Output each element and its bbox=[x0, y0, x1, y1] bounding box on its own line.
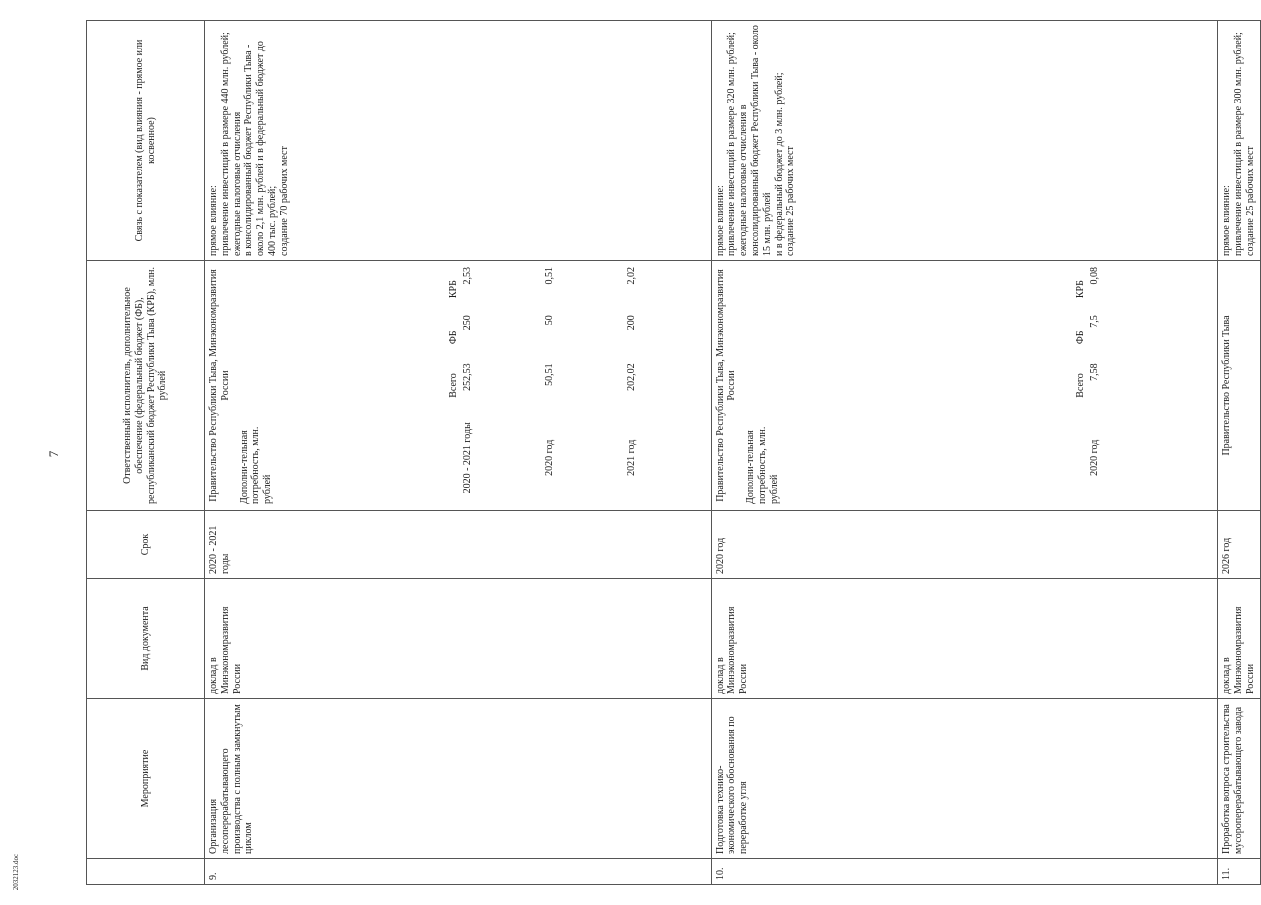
fin-header: Дополни-тельная потребность, млн. рублей bbox=[238, 426, 274, 504]
table-row bbox=[205, 21, 712, 885]
fin-period: 2020 - 2021 годы bbox=[461, 422, 473, 494]
link-line: создание 70 рабочих мест bbox=[278, 146, 290, 256]
row-measure: Подготовка технико-экономического обоснования по переработке угля bbox=[711, 699, 1218, 859]
fin-value: 7,58 bbox=[1088, 363, 1100, 381]
financing-table bbox=[238, 265, 708, 506]
link-line: создание 25 рабочих мест bbox=[1244, 146, 1256, 256]
table-row bbox=[711, 21, 1218, 885]
link-line: привлечение инвестиций в размере 440 млн. рублей; bbox=[219, 32, 231, 256]
link-line: прямое влияние: bbox=[1221, 185, 1233, 256]
table-row bbox=[1218, 21, 1260, 885]
fin-value: 50,51 bbox=[543, 363, 555, 386]
fin-header: КРБ bbox=[1074, 280, 1086, 299]
fin-value: 200 bbox=[626, 315, 638, 331]
fin-value: 50 bbox=[543, 315, 555, 326]
row-link-cell bbox=[205, 21, 712, 261]
row-doc-type: доклад в Минэкономразвития России bbox=[711, 579, 1218, 699]
fin-period: 2021 год bbox=[626, 439, 638, 476]
row-number: 9. bbox=[205, 859, 712, 885]
row-term: 2026 год bbox=[1218, 511, 1260, 579]
fin-value: 2,53 bbox=[461, 267, 473, 285]
link-line: и в федеральный бюджет до 3 млн. рублей; bbox=[773, 72, 785, 256]
row-executor-cell bbox=[711, 261, 1218, 511]
header-link: Связь с показателем (вид влияния - прямое или косвенное) bbox=[87, 21, 205, 261]
header-term: Срок bbox=[87, 511, 205, 579]
row-executor: Правительство Республики Тыва, Минэкономразвития России bbox=[714, 269, 738, 502]
row-doc-type: доклад в Минэкономразвития России bbox=[1218, 579, 1260, 699]
link-line: прямое влияние: bbox=[208, 185, 219, 256]
header-number bbox=[87, 859, 205, 885]
page-number: 7 bbox=[46, 450, 61, 458]
row-executor-cell bbox=[205, 261, 712, 511]
fin-value: 0,51 bbox=[543, 267, 555, 285]
row-link-cell bbox=[1218, 21, 1260, 261]
row-term: 2020 год bbox=[711, 511, 1218, 579]
row-term: 2020 - 2021 годы bbox=[205, 511, 712, 579]
fin-value: 252,53 bbox=[461, 363, 473, 391]
fin-header: Всего bbox=[1074, 373, 1086, 398]
fin-header: ФБ bbox=[447, 330, 459, 345]
row-executor: Правительство Республики Тыва bbox=[1221, 315, 1233, 456]
fin-value: 2,02 bbox=[626, 267, 638, 285]
link-line: создание 25 рабочих мест bbox=[785, 146, 797, 256]
link-line: ежегодные налоговые отчисления в консолидированный бюджет Республики Тыва - около 15 млн. рублей bbox=[738, 25, 773, 256]
header-doc-type: Вид документа bbox=[87, 579, 205, 699]
fin-value: 202,02 bbox=[626, 363, 638, 391]
header-executor: Ответственный исполнитель, дополнительное обеспечение (федеральный бюджет (ФБ), республиканский бюджет Республики Тыва (КРБ), млн. рублей bbox=[87, 261, 205, 511]
link-line: привлечение инвестиций в размере 300 млн. рублей; bbox=[1232, 32, 1244, 256]
row-measure: Организация лесоперерабатывающего производства с полным замкнутым циклом bbox=[205, 699, 712, 859]
financing-table bbox=[744, 265, 1214, 506]
row-measure: Проработка вопроса строительства мусороперерабатывающего завода bbox=[1218, 699, 1260, 859]
fin-header: Всего bbox=[447, 373, 459, 398]
fin-header: Дополни-тельная потребность, млн. рублей bbox=[745, 426, 780, 504]
row-executor: Правительство Республики Тыва, Минэкономразвития России bbox=[208, 269, 231, 502]
rotated-table-container bbox=[86, 21, 1256, 885]
link-line: привлечение инвестиций в размере 320 млн. рублей; bbox=[726, 32, 738, 256]
fin-value: 250 bbox=[461, 315, 473, 331]
header-measure: Мероприятие bbox=[87, 699, 205, 859]
fin-header: КРБ bbox=[447, 280, 459, 299]
measures-table bbox=[86, 20, 1261, 885]
fin-header: ФБ bbox=[1074, 330, 1086, 345]
fin-period: 2020 год bbox=[543, 439, 555, 476]
fin-period: 2020 год bbox=[1088, 439, 1100, 476]
row-doc-type: доклад в Минэкономразвития России bbox=[205, 579, 712, 699]
link-line: прямое влияние: bbox=[714, 185, 726, 256]
document-code: 2032123.doc bbox=[12, 853, 20, 891]
row-executor-cell bbox=[1218, 261, 1260, 511]
row-link-cell bbox=[711, 21, 1218, 261]
row-number: 10. bbox=[711, 859, 1218, 885]
link-line: ежегодные налоговые отчисления bbox=[231, 111, 243, 256]
fin-value: 7,5 bbox=[1088, 315, 1100, 328]
link-line: в консолидированный бюджет Республики Тыва - около 2,1 млн. рублей и в федеральный бюджет до 400 тыс. рублей; bbox=[243, 41, 278, 256]
fin-value: 0,08 bbox=[1088, 267, 1100, 285]
row-number: 11. bbox=[1218, 859, 1260, 885]
